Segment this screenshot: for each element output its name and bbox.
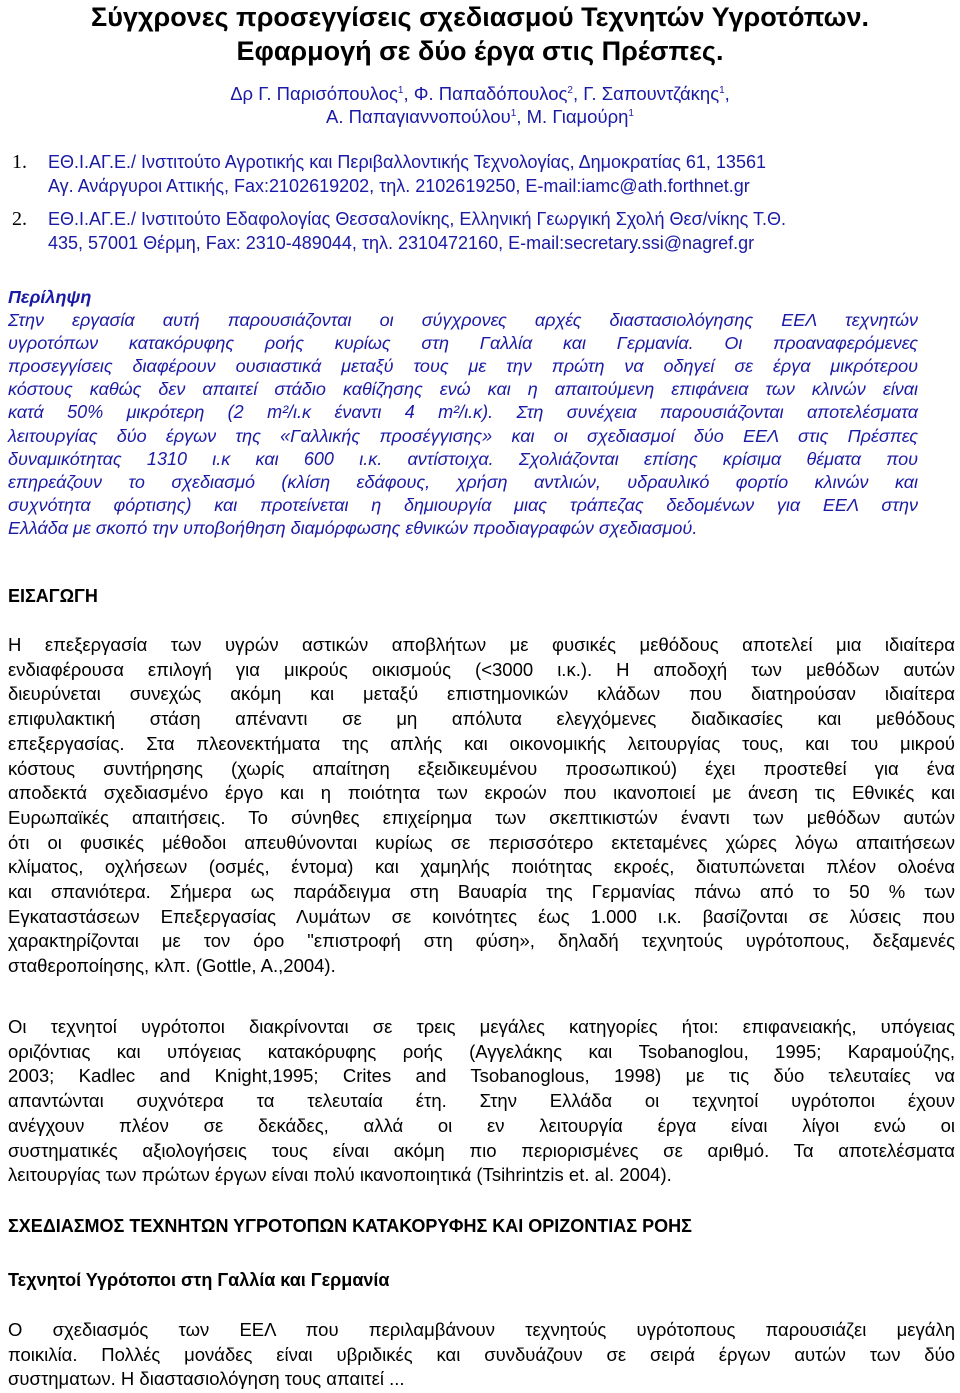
abstract-line: κατά 50% μικρότερη (2 m²/ι.κ έναντι 4 m²/ι.κ). Στη συνέχεια παρουσιάζονται αποτελέσματα [8, 402, 918, 423]
affiliation-number: 2. [12, 208, 27, 230]
author-5: , Μ. Γιαμούρη [516, 106, 629, 127]
author-list [0, 82, 960, 128]
abstract-line: κόστους καθώς δεν απαιτεί στάδιο καθίζησης ενώ και η απαιτούμενη επιφάνεια των κλινών είναι [8, 379, 918, 400]
abstract-line: συχνότητα φόρτισης) και προτείνεται η δημιουργία μιας τράπεζας δεδομένων για ΕΕΛ στην [8, 494, 918, 515]
paragraph-line: σταθεροποίησης, κλπ. (Gottle, A.,2004). [8, 955, 336, 977]
paragraph-line: ανέγχουν πλέον σε δεκάδες, αλλά οι εν λειτουργία έργα είναι λίγοι ενώ οι [8, 1114, 955, 1136]
abstract-line: Ελλάδα με σκοπό την υποβοήθηση διαμόρφωσης εθνικών προδιαγραφών σχεδιασμού. [8, 517, 698, 538]
paragraph-line: και σπανιότερα. Σήμερα ως παράδειγμα στη Βαυαρία της Γερμανίας πάνω από το 50 % των [8, 881, 955, 903]
paragraph-line: επιφυλακτική στάση απέναντι σε μη απόλυτα ελεγχόμενες διαδικασίες και μεθόδους [8, 708, 955, 730]
paragraph-line: Η επεξεργασία των υγρών αστικών αποβλήτων με φυσικές μεθόδους αποτελεί μια ιδιαίτερα [8, 634, 955, 655]
affiliation-line: ΕΘ.Ι.ΑΓ.Ε./ Ινστιτούτο Αγροτικής και Περιβαλλοντικής Τεχνολογίας, Δημοκρατίας 61, 13561 [48, 152, 766, 172]
intro-paragraph-1 [8, 633, 955, 979]
author-5-affiliation: 1 [628, 108, 634, 119]
affiliation-line: ΕΘ.Ι.ΑΓ.Ε./ Ινστιτούτο Εδαφολογίας Θεσσαλονίκης, Ελληνική Γεωργική Σχολή Θεσ/νίκης Τ.Θ. [48, 209, 786, 229]
abstract-heading: Περίληψη [8, 287, 92, 307]
affiliation-number: 1. [12, 151, 27, 173]
title-line-2: Εφαρμογή σε δύο έργα στις Πρέσπες. [236, 36, 724, 66]
intro-heading: ΕΙΣΑΓΩΓΗ [8, 586, 98, 606]
affiliation-1 [0, 150, 960, 200]
abstract-line: επηρεάζουν το σχεδιασμό (κλίση εδάφους, χρήση αντλιών, υδραυλικό φορτίο κλινών και [8, 471, 918, 492]
paragraph-line: ότι οι φυσικές μέθοδοι απευθύνονται κυρίως σε περισσότερο εκτεταμένες χώρες λόγω απαιτήσεων [8, 831, 955, 853]
author-line-1 [0, 82, 960, 105]
author-2-affiliation: 2 [567, 85, 573, 96]
affiliation-2 [0, 207, 960, 257]
abstract-line: υγροτόπων κατακόρυφης ροής κυρίως στη Γαλλία και Γερμανία. Οι προαναφερόμενες [8, 333, 918, 354]
author-4: Α. Παπαγιαννοπούλου [326, 106, 511, 127]
author-1: Δρ Γ. Παρισόπουλος [230, 83, 398, 104]
abstract-line: δυναμικότητας 1310 ι.κ και 600 ι.κ. αντίστοιχα. Σχολιάζονται επίσης κρίσιμα θέματα που [8, 448, 918, 469]
paragraph-line: 2003; Kadlec and Knight,1995; Crites and Tsobanoglous, 1998) με τις δύο τελευταίες να [8, 1065, 955, 1087]
design-heading: ΣΧΕΔΙΑΣΜΟΣ ΤΕΧΝΗΤΩΝ ΥΓΡΟΤΟΠΩΝ ΚΑΤΑΚΟΡΥΦΗΣ ΚΑΙ ΟΡΙΖΟΝΤΙΑΣ ΡΟΗΣ [8, 1216, 692, 1236]
abstract-line: προσεγγίσεις διαφέρουν ουσιαστικά μεταξύ τους με την πρώτη να οδηγεί σε έργα μικρότερου [8, 356, 918, 377]
author-separator: , [724, 83, 730, 104]
paragraph-line: Ο σχεδιασμός των ΕΕΛ που περιλαμβάνουν τεχνητούς υγρότοπους παρουσιάζει μεγάλη [8, 1319, 955, 1340]
intro-paragraph-2 [8, 1015, 955, 1188]
paragraph-line: χαρακτηρίζονται με τον όρο "επιστροφή στη φύση», δηλαδή τεχνητούς υγρότοπους, δεξαμενές [8, 930, 955, 952]
paragraph-line: επεξεργασίας. Στα πλεονεκτήματα της απλής και οικονομικής λειτουργίας τους, και του μικρού [8, 732, 955, 754]
paragraph-line: κόστους συντήρησης (χωρίς απαίτηση εξειδικευμένου προσωπικού) έχει προστεθεί για ένα [8, 757, 955, 779]
paragraph-line: λειτουργίας των πρώτων έργων είναι πολύ ικανοποιητικά (Tsihrintzis et. al. 2004). [8, 1164, 672, 1186]
abstract [8, 286, 918, 540]
author-3: , Γ. Σαπουντζάκης [572, 83, 720, 104]
author-1-affiliation: 1 [397, 85, 404, 96]
abstract-line: λειτουργίας δύο έργων της «Γαλλικής προσέγγισης» και οι σχεδιασμοί δύο ΕΕΛ στις Πρέσπες [8, 425, 918, 446]
paragraph-line: συστηματικές αξιολογήσεις τους είναι ακόμη πιο περιορισμένες σε αριθμό. Τα αποτελέσματα [8, 1139, 955, 1161]
paper-title [0, 0, 960, 68]
paragraph-line: διευρύνεται συνεχώς ακόμη και μεταξύ επιστημονικών κλάδων που διατηρούσαν ιδιαίτερα [8, 683, 955, 705]
design-paragraph [8, 1318, 955, 1392]
author-4-affiliation: 1 [510, 108, 517, 119]
paragraph-line: κλίματος, οχλήσεων (οσμές, έντομα) και χαμηλής ποιότητας εκροές, διατυπώνεται πλέον ολοένα [8, 856, 955, 878]
abstract-line: Στην εργασία αυτή παρουσιάζονται οι σύγχρονες αρχές διαστασιολόγησης ΕΕΛ τεχνητών [8, 310, 918, 331]
affiliation-line: Αγ. Ανάργυροι Αττικής, Fax:2102619202, τηλ. 2102619250, E-mail:iamc@ath.forthnet.gr [48, 176, 750, 196]
author-3-affiliation: 1 [719, 85, 725, 96]
paragraph-line: αποδεκτά σχεδιασμένο έργο και η ποιότητα των εκροών που ικανοποιεί με άνεση τις Εθνικές και [8, 782, 955, 804]
paragraph-line: Εγκαταστάσεων Επεξεργασίας Λυμάτων σε κοινότητες έως 1.000 ι.κ. βασίζονται σε λύσεις που [8, 905, 955, 927]
author-line-2 [0, 105, 960, 128]
subsection-heading: Τεχνητοί Υγρότοποι στη Γαλλία και Γερμανία [8, 1270, 390, 1290]
paragraph-line: οριζόντιας και υπόγειας κατακόρυφης ροής (Αγγελάκης και Tsobanoglou, 1995; Καραμούζης, [8, 1040, 955, 1062]
affiliation-line: 435, 57001 Θέρμη, Fax: 2310-489044, τηλ. 2310472160, E-mail:secretary.ssi@nagref.gr [48, 233, 755, 253]
abstract-body [8, 309, 918, 540]
paragraph-line: απαντώνται συχνότερα τα τελευταία έτη. Στην Ελλάδα οι τεχνητοί υγρότοποι έχουν [8, 1090, 955, 1112]
paragraph-line: συστηματων. Η διαστασιολόγηση τους απαιτεί ... [8, 1368, 405, 1390]
title-line-1: Σύγχρονες προσεγγίσεις σχεδιασμού Τεχνητών Υγροτόπων. [91, 2, 869, 32]
paragraph-line: ενδιαφέρουσα επιλογή για μικρούς οικισμούς (<3000 ι.κ.). Η αποδοχή των μεθόδων αυτών [8, 658, 955, 680]
paragraph-line: Ευρωπαϊκές απαιτήσεις. Το σύνηθες επιχείρημα των σκεπτικιστών έναντι των μεθόδων αυτών [8, 806, 955, 828]
paragraph-line: ποικιλία. Πολλές μονάδες είναι υβριδικές και συνδυάζουν σε σειρά έργων αυτών των δύο [8, 1343, 955, 1365]
paragraph-line: Οι τεχνητοί υγρότοποι διακρίνονται σε τρεις μεγάλες κατηγορίες ήτοι: επιφανειακής, υπόγειας [8, 1016, 955, 1037]
author-2: , Φ. Παπαδόπουλος [403, 83, 568, 104]
